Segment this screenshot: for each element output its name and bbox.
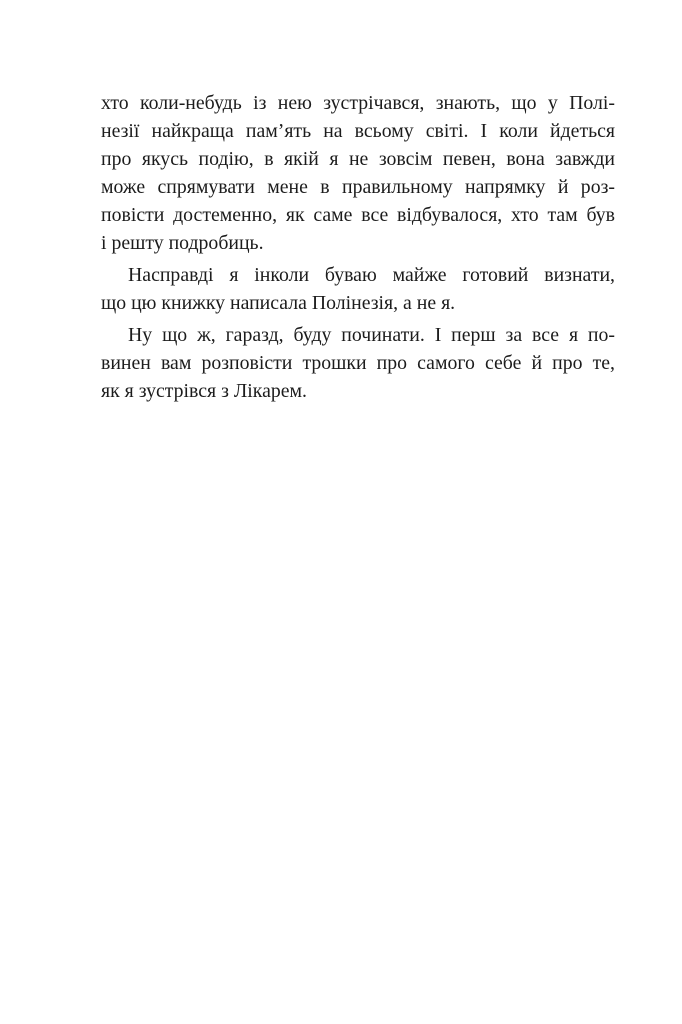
text-line: незії найкраща пам’ять на всьому світі. І коли йдеться [101,120,615,142]
text-line: як я зустрівся з Лікарем. [101,380,307,402]
text-line: повісти достеменно, як саме все відбувалося, хто там був [101,204,615,226]
text-line: може спрямувати мене в правильному напрямку й роз- [101,176,615,198]
text-line: про якусь подію, в якій я не зовсім певен, вона завжди [101,148,615,170]
text-line: хто коли-небудь із нею зустрічався, знають, що у Полі- [101,92,615,114]
text-line: що цю книжку написала Полінезія, а не я. [101,292,456,314]
text-line: і решту подробиць. [101,232,264,254]
text-line: винен вам розповісти трошки про самого себе й про те, [101,352,615,374]
text-line: Ну що ж, гаразд, буду починати. І перш за все я по- [128,324,615,346]
text-line: Насправді я інколи буваю майже готовий визнати, [128,264,615,286]
